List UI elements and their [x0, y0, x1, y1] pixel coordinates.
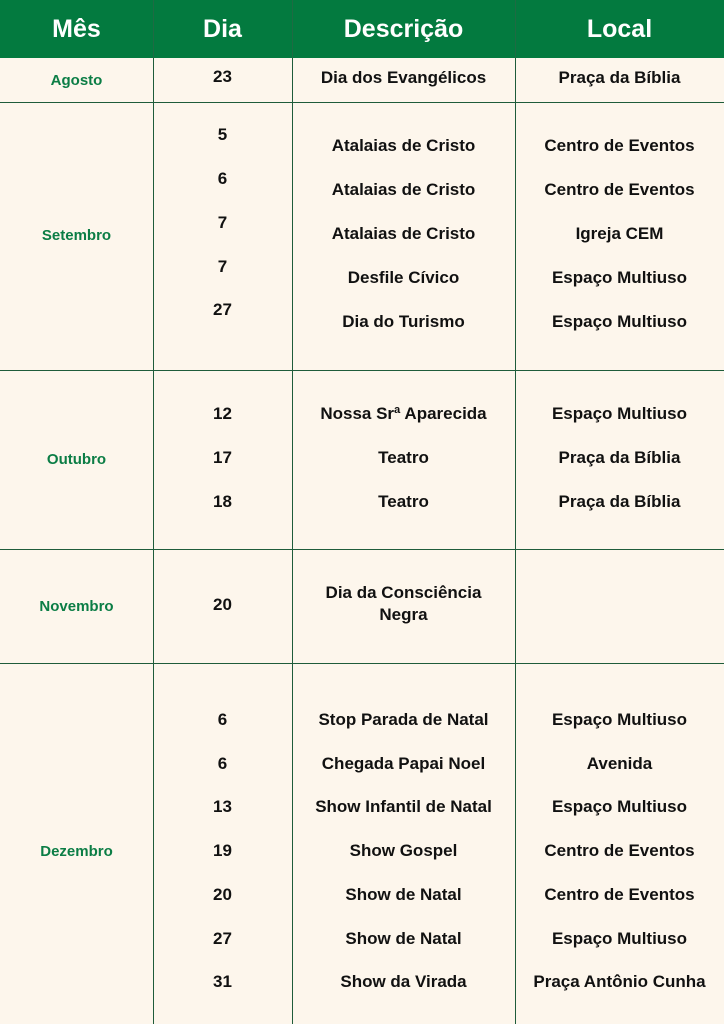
descricao-cell: Dia dos Evangélicos	[320, 68, 487, 87]
descricao-cell: Show de Natal	[345, 929, 462, 948]
month-setembro: Setembro	[41, 227, 112, 244]
local-cell: Espaço Multiuso	[551, 929, 688, 948]
descricao-cell: Atalaias de Cristo	[331, 180, 476, 199]
month-dezembro: Dezembro	[40, 843, 113, 860]
header-divider	[153, 0, 154, 58]
descricao-cell: Stop Parada de Natal	[318, 710, 489, 729]
local-cell: Avenida	[586, 754, 653, 773]
header-descricao: Descrição	[343, 15, 464, 43]
month-outubro: Outubro	[46, 451, 107, 468]
header-local: Local	[586, 15, 653, 43]
dia-cell: 18	[213, 492, 232, 511]
descricao-cell: Atalaias de Cristo	[331, 224, 476, 243]
descricao-cell: Teatro	[378, 492, 429, 511]
dia-cell: 13	[213, 797, 232, 816]
dia-cell: 20	[213, 885, 232, 904]
dia-cell: 20	[213, 595, 232, 614]
dia-cell: 7	[217, 257, 228, 276]
local-cell: Praça da Bíblia	[558, 492, 681, 511]
dia-cell: 12	[213, 404, 232, 423]
month-agosto: Agosto	[50, 72, 103, 89]
dia-cell: 5	[217, 125, 228, 144]
header-divider	[292, 0, 293, 58]
column-divider	[292, 58, 293, 1024]
dia-cell: 19	[213, 841, 232, 860]
descricao-cell: Show Infantil de Natal	[315, 797, 492, 816]
descricao-cell: Dia do Turismo	[342, 312, 465, 331]
dia-cell: 31	[213, 972, 232, 991]
dia-cell: 6	[217, 169, 228, 188]
local-cell: Espaço Multiuso	[551, 312, 688, 331]
dia-cell: 6	[217, 754, 228, 773]
local-cell: Espaço Multiuso	[551, 710, 688, 729]
descricao-cell: Desfile Cívico	[347, 268, 460, 287]
descricao-cell: Chegada Papai Noel	[321, 754, 486, 773]
local-cell: Igreja CEM	[575, 224, 664, 243]
dia-cell: 27	[213, 929, 232, 948]
dia-cell: 17	[213, 448, 232, 467]
descricao-cell: Teatro	[378, 448, 429, 467]
local-cell: Centro de Eventos	[544, 885, 695, 904]
local-cell: Espaço Multiuso	[551, 404, 688, 423]
local-cell: Centro de Eventos	[544, 841, 695, 860]
dia-cell: 6	[217, 710, 228, 729]
table-header	[0, 0, 724, 58]
local-cell: Praça Antônio Cunha	[533, 972, 706, 991]
dia-cell: 7	[217, 213, 228, 232]
row-divider	[0, 102, 724, 103]
dia-cell: 23	[213, 67, 232, 86]
row-divider	[0, 549, 724, 550]
local-cell: Praça da Bíblia	[558, 68, 681, 87]
local-cell: Centro de Eventos	[544, 180, 695, 199]
descricao-cell: Show Gospel	[349, 841, 458, 860]
row-divider	[0, 663, 724, 664]
row-divider	[0, 370, 724, 371]
descricao-cell: Nossa Srª Aparecida	[320, 404, 487, 423]
descricao-cell: Show de Natal	[345, 885, 462, 904]
local-cell: Espaço Multiuso	[551, 268, 688, 287]
descricao-cell: Show da Virada	[340, 972, 467, 991]
local-cell: Praça da Bíblia	[558, 448, 681, 467]
column-divider	[153, 58, 154, 1024]
descricao-cell: Dia da Consciência Negra	[325, 583, 482, 624]
descricao-cell: Atalaias de Cristo	[331, 136, 476, 155]
column-divider	[515, 58, 516, 1024]
header-dia: Dia	[203, 15, 242, 43]
header-mes: Mês	[52, 15, 101, 43]
local-cell: Espaço Multiuso	[551, 797, 688, 816]
dia-cell: 27	[213, 300, 232, 319]
month-novembro: Novembro	[39, 598, 114, 615]
header-divider	[515, 0, 516, 58]
local-cell: Centro de Eventos	[544, 136, 695, 155]
